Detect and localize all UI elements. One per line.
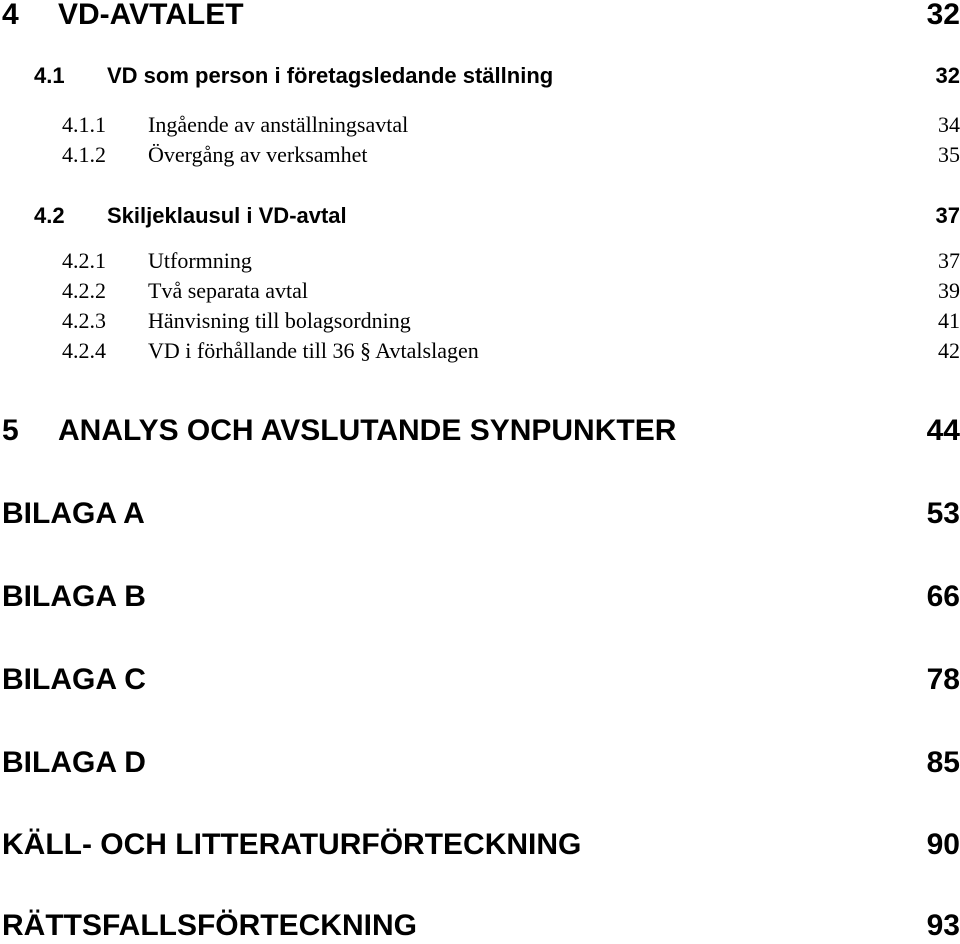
toc-entry-title: KÄLL- OCH LITTERATURFÖRTECKNING — [2, 828, 582, 861]
toc-entry-section-4-2-4[interactable] — [0, 338, 960, 364]
toc-entry-section-4-2-2[interactable] — [0, 278, 960, 304]
toc-entry-chapter-5[interactable] — [0, 413, 960, 449]
toc-entry-title: VD-AVTALET — [58, 0, 244, 31]
toc-entry-title: Två separata avtal — [148, 278, 309, 303]
toc-entry-page: 85 — [926, 746, 960, 779]
toc-entry-number: 4.1 — [34, 63, 65, 88]
toc-entry-number: 4.2.2 — [62, 278, 106, 303]
toc-entry-number: 5 — [2, 414, 19, 447]
toc-entry-page: 35 — [938, 142, 960, 167]
toc-entry-page: 41 — [938, 308, 960, 333]
toc-entry-page: 32 — [926, 0, 960, 31]
toc-entry-number: 4.2 — [34, 203, 65, 228]
toc-entry-page: 37 — [935, 203, 960, 228]
toc-entry-page: 66 — [926, 580, 960, 613]
toc-entry-title: RÄTTSFALLSFÖRTECKNING — [2, 909, 417, 942]
toc-entry-kall-och-litteraturforteckning[interactable] — [0, 827, 960, 863]
toc-entry-bilaga-a[interactable] — [0, 496, 960, 532]
toc-entry-section-4-1[interactable] — [0, 62, 960, 90]
toc-entry-page: 39 — [938, 278, 960, 303]
toc-entry-bilaga-d[interactable] — [0, 745, 960, 781]
toc-entry-page: 34 — [938, 112, 960, 137]
toc-entry-title: BILAGA C — [2, 663, 146, 696]
toc-entry-title: BILAGA B — [2, 580, 146, 613]
toc-entry-title: Övergång av verksamhet — [148, 142, 368, 167]
toc-entry-title: ANALYS OCH AVSLUTANDE SYNPUNKTER — [58, 414, 677, 447]
toc-entry-title: Skiljeklausul i VD-avtal — [107, 203, 347, 228]
toc-entry-section-4-2-1[interactable] — [0, 248, 960, 274]
toc-entry-chapter-4[interactable] — [0, 0, 960, 33]
toc-entry-title: BILAGA D — [2, 746, 146, 779]
toc-entry-page: 93 — [926, 909, 960, 942]
toc-entry-title: Ingående av anställningsavtal — [148, 112, 409, 137]
toc-entry-number: 4.2.1 — [62, 248, 106, 273]
toc-entry-section-4-1-1[interactable] — [0, 112, 960, 138]
toc-entry-bilaga-b[interactable] — [0, 579, 960, 615]
toc-entry-section-4-1-2[interactable] — [0, 142, 960, 168]
toc-entry-page: 78 — [926, 663, 960, 696]
toc-entry-page: 37 — [938, 248, 960, 273]
toc-entry-bilaga-c[interactable] — [0, 662, 960, 698]
toc-entry-number: 4.2.3 — [62, 308, 106, 333]
toc-entry-section-4-2[interactable] — [0, 202, 960, 230]
toc-entry-rattsfallsforteckning[interactable] — [0, 908, 960, 944]
toc-entry-number: 4.2.4 — [62, 338, 106, 363]
toc-entry-page: 53 — [926, 497, 960, 530]
toc-entry-number: 4.1.1 — [62, 112, 106, 137]
toc-entry-title: Hänvisning till bolagsordning — [148, 308, 411, 333]
toc-entry-section-4-2-3[interactable] — [0, 308, 960, 334]
toc-entry-page: 32 — [935, 63, 960, 88]
toc-entry-title: VD i förhållande till 36 § Avtalslagen — [148, 338, 479, 363]
toc-entry-title: BILAGA A — [2, 497, 145, 530]
toc-entry-page: 90 — [926, 828, 960, 861]
toc-entry-page: 42 — [938, 338, 960, 363]
toc-entry-title: VD som person i företagsledande ställning — [107, 63, 554, 88]
toc-entry-page: 44 — [926, 414, 960, 447]
toc-entry-number: 4.1.2 — [62, 142, 106, 167]
toc-entry-number: 4 — [2, 0, 19, 31]
toc-entry-title: Utformning — [148, 248, 252, 273]
